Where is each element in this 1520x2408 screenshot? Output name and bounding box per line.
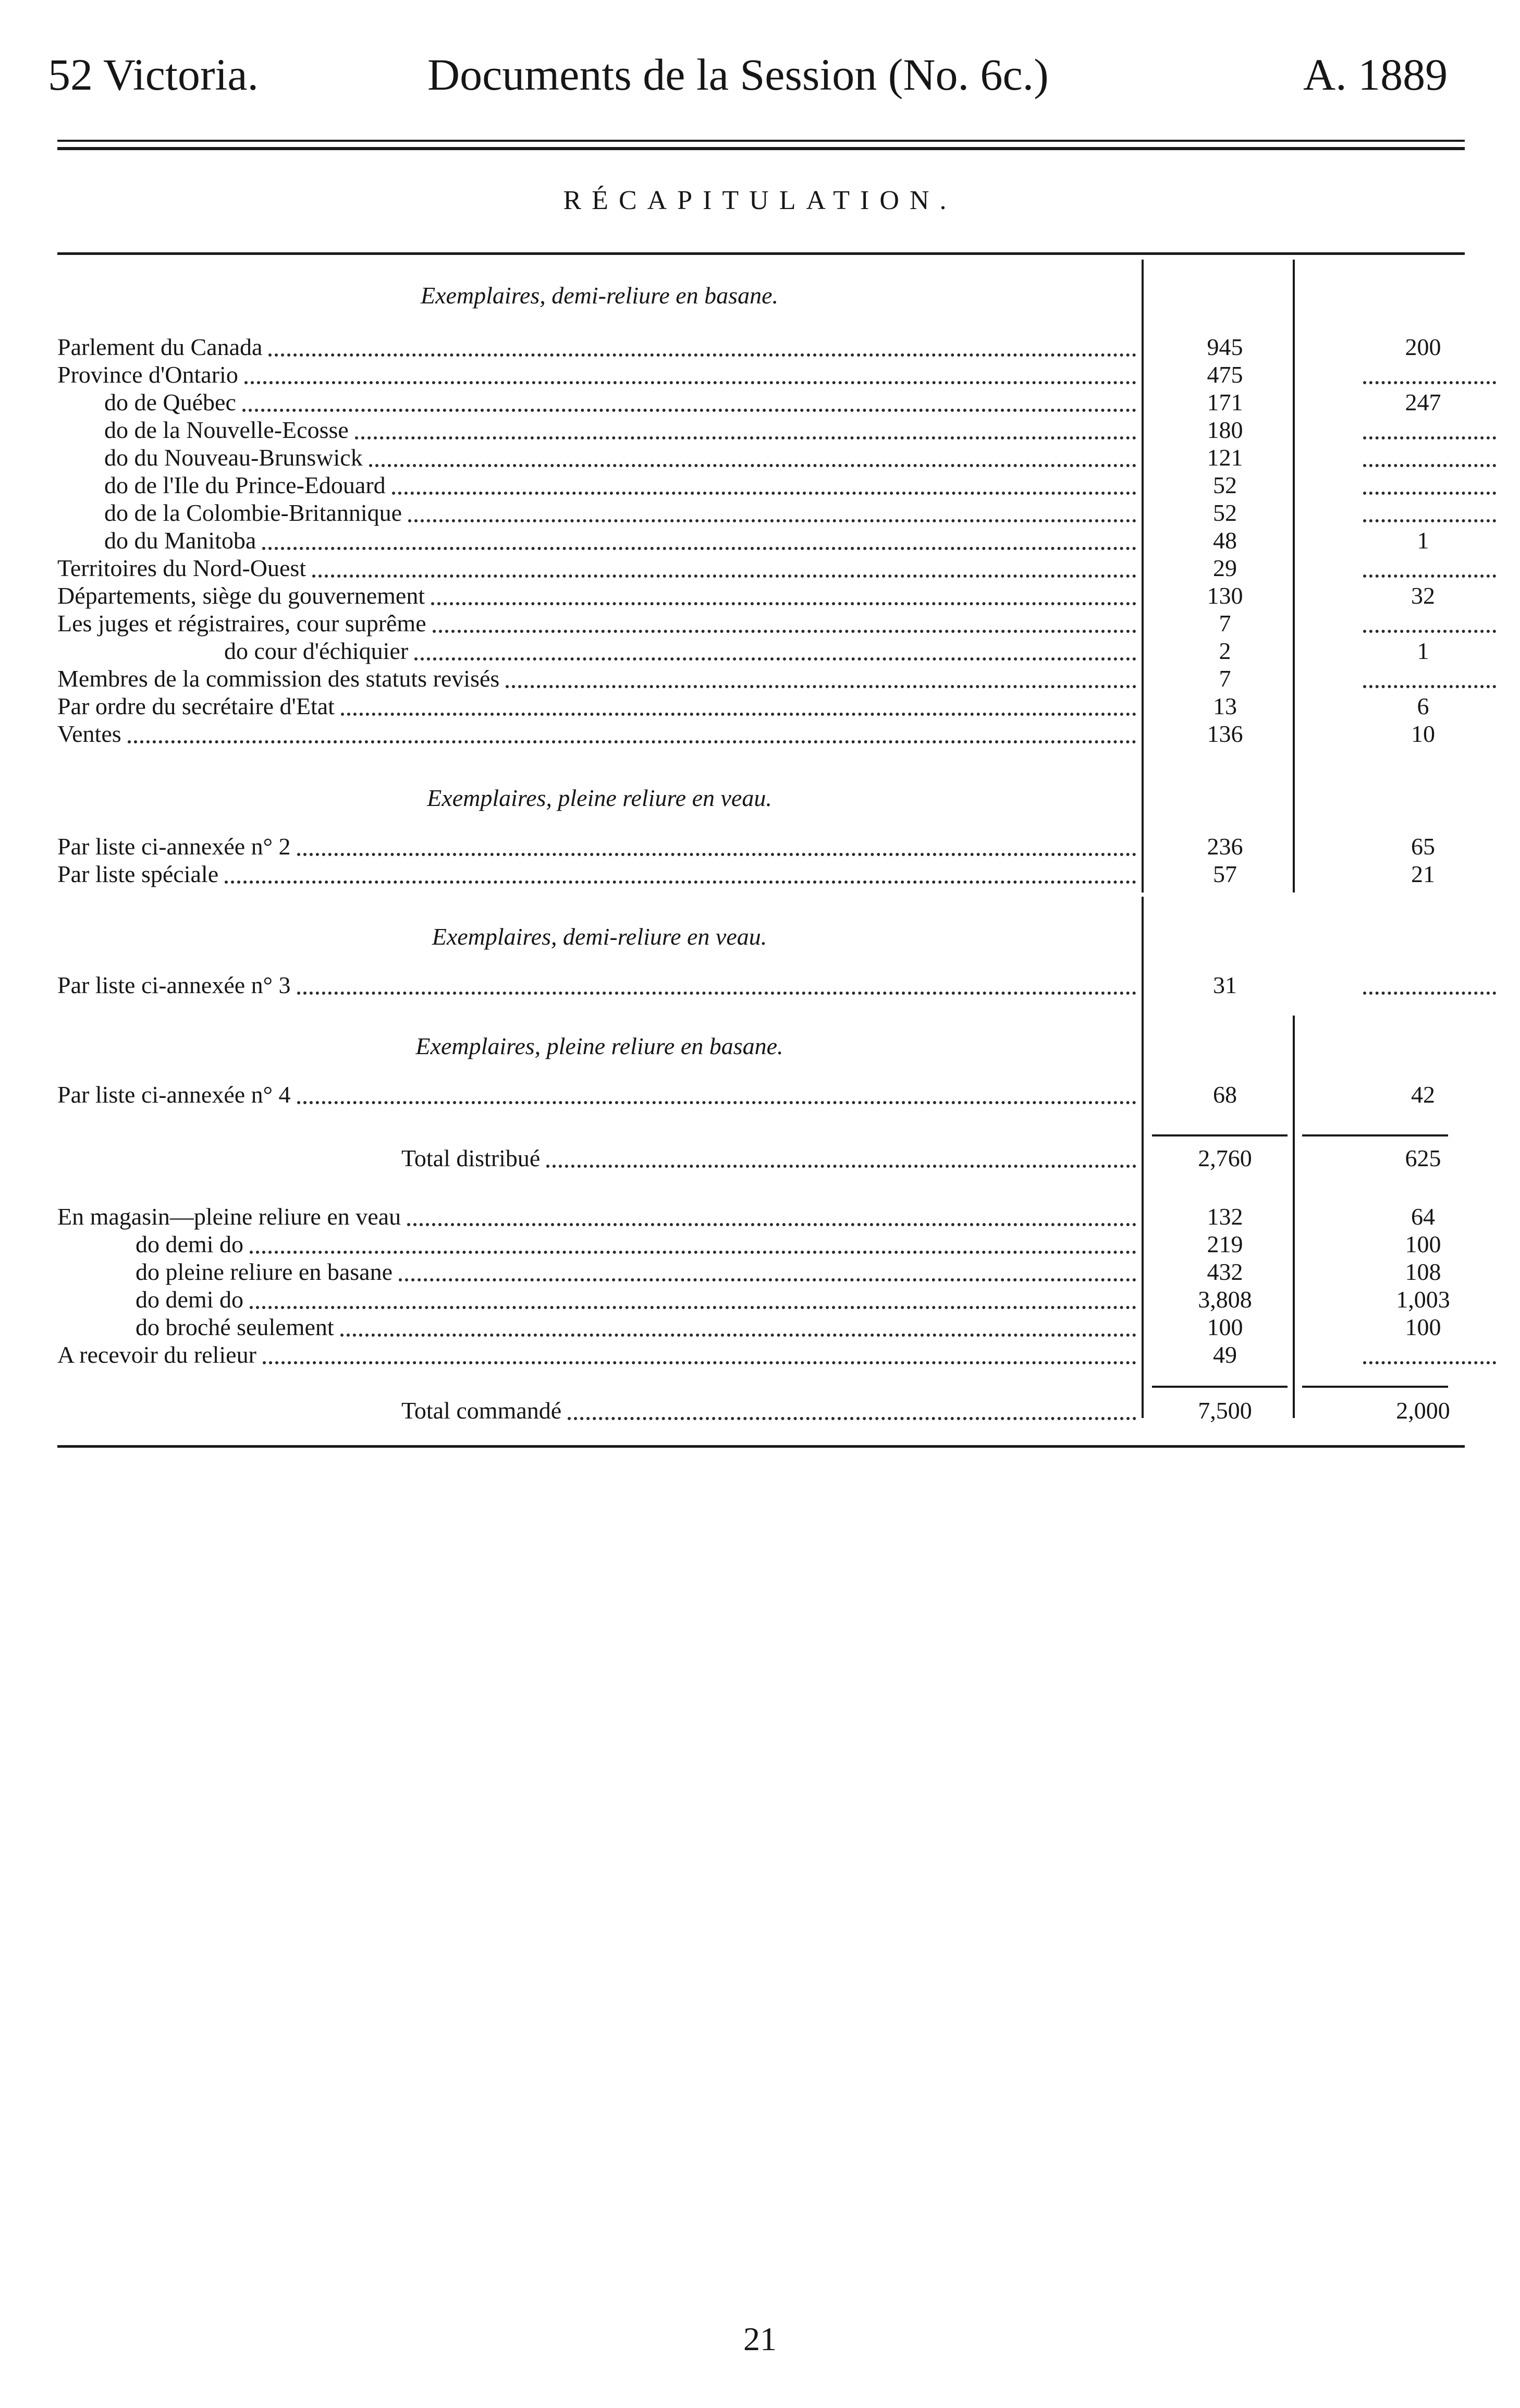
row-value-col2 [1363,630,1496,633]
total-commande-rule-col2 [1302,1386,1448,1388]
row-value-col2 [1363,685,1496,688]
leader-dots [431,602,1136,605]
header-rule-top [57,140,1465,142]
row-value-col1: 7 [1219,665,1231,692]
table-row [57,1341,1465,1368]
leader-dots [568,1417,1136,1420]
leader-dots [312,575,1136,578]
table-row [57,499,1465,527]
table-row [57,472,1465,499]
leader-dots [297,1101,1136,1104]
table-top-rule [57,252,1465,255]
leader-dots [369,464,1136,467]
section-heading-demi-veau: Exemplaires, demi-reliure en veau. [432,923,767,950]
table-row [57,417,1465,444]
row-value-col1: 219 [1207,1231,1243,1257]
row-value-col2 [1363,519,1496,522]
leader-dots [506,685,1136,688]
row-label: Par liste ci-annexée n° 3 [57,972,291,998]
table-row [57,1203,1465,1230]
row-value-col2: 1 [1417,527,1429,554]
leader-dots [341,713,1136,716]
row-label: Ventes [57,720,121,747]
leader-dots [297,992,1136,995]
row-value-col2 [1363,436,1496,439]
row-label: Par liste ci-annexée n° 4 [57,1081,291,1108]
row-label: Par ordre du secrétaire d'Etat [57,693,335,719]
table-bottom-rule [57,1445,1465,1448]
row-value-col1: 132 [1207,1203,1243,1230]
row-value-col1: 7 [1219,610,1231,637]
row-value-col1: 432 [1207,1258,1243,1285]
header-session-label: 52 Victoria. [48,50,259,100]
row-value-col1: 29 [1213,555,1237,581]
total-commande-rule-col1 [1152,1386,1288,1388]
row-label: Départements, siège du gouvernement [57,582,425,609]
row-label: Les juges et régistraires, cour suprême [57,610,426,637]
row-label: A recevoir du relieur [57,1341,256,1368]
table-row [57,1081,1465,1108]
table-row [57,527,1465,554]
header-year: A. 1889 [1303,50,1448,100]
row-value-col1: 171 [1207,389,1243,415]
table-row [57,361,1465,388]
table-row [57,444,1465,471]
row-label: do demi do [136,1286,243,1313]
table-row [57,389,1465,416]
row-value-col1: 48 [1213,527,1237,554]
row-label: Total commandé [401,1397,562,1424]
row-value-col2 [1363,575,1496,578]
leader-dots [250,1306,1136,1309]
table-row [57,1145,1465,1172]
leader-dots [268,353,1136,357]
row-value-col1: 68 [1213,1081,1237,1108]
row-value-col2 [1363,464,1496,467]
row-value-col2: 64 [1411,1203,1435,1230]
row-label: Parlement du Canada [57,334,263,360]
row-value-col1: 236 [1207,833,1243,860]
row-label: do du Manitoba [104,527,256,554]
table-row [57,1231,1465,1258]
row-value-col2: 65 [1411,833,1435,860]
row-value-col1: 52 [1213,472,1237,498]
row-value-col2: 1,003 [1396,1286,1450,1313]
leader-dots [414,657,1136,661]
leader-dots [399,1278,1136,1281]
row-label: do demi do [136,1231,243,1257]
leader-dots [244,381,1136,384]
leader-dots [250,1251,1136,1254]
row-value-col1: 52 [1213,499,1237,526]
table-row [57,555,1465,582]
section-heading-pleine-basane: Exemplaires, pleine reliure en basane. [415,1033,783,1059]
leader-dots [262,547,1136,550]
table-row [57,638,1465,665]
row-value-col1: 130 [1207,582,1243,609]
table-row [57,1286,1465,1313]
row-label: Total distribué [401,1145,541,1171]
leader-dots [340,1334,1136,1337]
table-row [57,833,1465,860]
row-value-col1: 475 [1207,361,1243,388]
page-title: RÉCAPITULATION. [563,186,957,215]
row-label: do de la Nouvelle-Ecosse [104,417,349,443]
leader-dots [263,1361,1136,1364]
row-label: Province d'Ontario [57,361,238,388]
row-value-col2: 247 [1405,389,1441,415]
row-value-col2: 200 [1405,334,1441,360]
row-value-col2: 108 [1405,1258,1441,1285]
page-number: 21 [743,2320,777,2357]
row-value-col2: 2,000 [1396,1397,1450,1424]
row-label: Par liste spéciale [57,861,219,887]
leader-dots [242,409,1136,412]
table-row [57,665,1465,692]
row-label: do cour d'échiquier [224,638,409,664]
table-row [57,693,1465,720]
table-row [57,1258,1465,1286]
leader-dots [297,853,1136,856]
table-row [57,582,1465,609]
row-value-col1: 3,808 [1198,1286,1252,1313]
section-heading-demi-basane: Exemplaires, demi-reliure en basane. [421,282,778,309]
header-document-title: Documents de la Session (No. 6c.) [427,50,1049,100]
row-value-col1: 100 [1207,1314,1243,1340]
leader-dots [128,740,1136,743]
row-value-col2: 100 [1405,1231,1441,1257]
row-value-col1: 121 [1207,444,1243,471]
leader-dots [408,519,1136,522]
row-value-col1: 49 [1213,1341,1237,1368]
total-distribue-rule-col2 [1302,1134,1448,1136]
row-value-col1: 13 [1213,693,1237,719]
row-value-col2 [1363,492,1496,495]
table-row [57,972,1465,999]
row-value-col1: 180 [1207,417,1243,443]
row-label: do pleine reliure en basane [136,1258,393,1285]
row-value-col2: 625 [1405,1145,1441,1171]
table-row [57,1314,1465,1341]
row-label: Membres de la commission des statuts revisés [57,665,500,692]
row-value-col2: 6 [1417,693,1429,719]
row-value-col2: 42 [1411,1081,1435,1108]
row-value-col1: 2 [1219,638,1231,664]
row-label: Territoires du Nord-Ouest [57,555,307,581]
row-value-col2 [1363,992,1496,995]
row-value-col2 [1363,381,1496,384]
row-value-col1: 7,500 [1198,1397,1252,1424]
table-row [57,720,1465,748]
row-label: do de la Colombie-Britannique [104,499,402,526]
header-rule-bottom [57,147,1465,150]
table-row [57,334,1465,361]
section-heading-pleine-veau: Exemplaires, pleine reliure en veau. [427,785,772,811]
row-value-col1: 31 [1213,972,1237,998]
page-header [0,52,1520,109]
row-value-col2: 21 [1411,861,1435,887]
row-value-col2: 100 [1405,1314,1441,1340]
row-value-col2 [1363,1361,1496,1364]
leader-dots [433,630,1136,633]
table-row [57,861,1465,888]
leader-dots [407,1223,1136,1226]
row-label: do de Québec [104,389,236,415]
row-value-col1: 57 [1213,861,1237,887]
leader-dots [355,436,1136,439]
leader-dots [225,881,1136,884]
row-value-col2: 1 [1417,638,1429,664]
row-value-col1: 2,760 [1198,1145,1252,1171]
row-label: do de l'Ile du Prince-Edouard [104,472,386,498]
row-value-col1: 136 [1207,720,1243,747]
leader-dots [392,492,1136,495]
row-label: do broché seulement [136,1314,334,1340]
row-label: do du Nouveau-Brunswick [104,444,363,471]
table-row [57,1397,1465,1424]
row-value-col2: 10 [1411,720,1435,747]
row-label: En magasin—pleine reliure en veau [57,1203,401,1230]
row-value-col2: 32 [1411,582,1435,609]
row-label: Par liste ci-annexée n° 2 [57,833,291,860]
leader-dots [546,1165,1136,1168]
row-value-col1: 945 [1207,334,1243,360]
total-distribue-rule-col1 [1152,1134,1288,1136]
table-row [57,610,1465,637]
